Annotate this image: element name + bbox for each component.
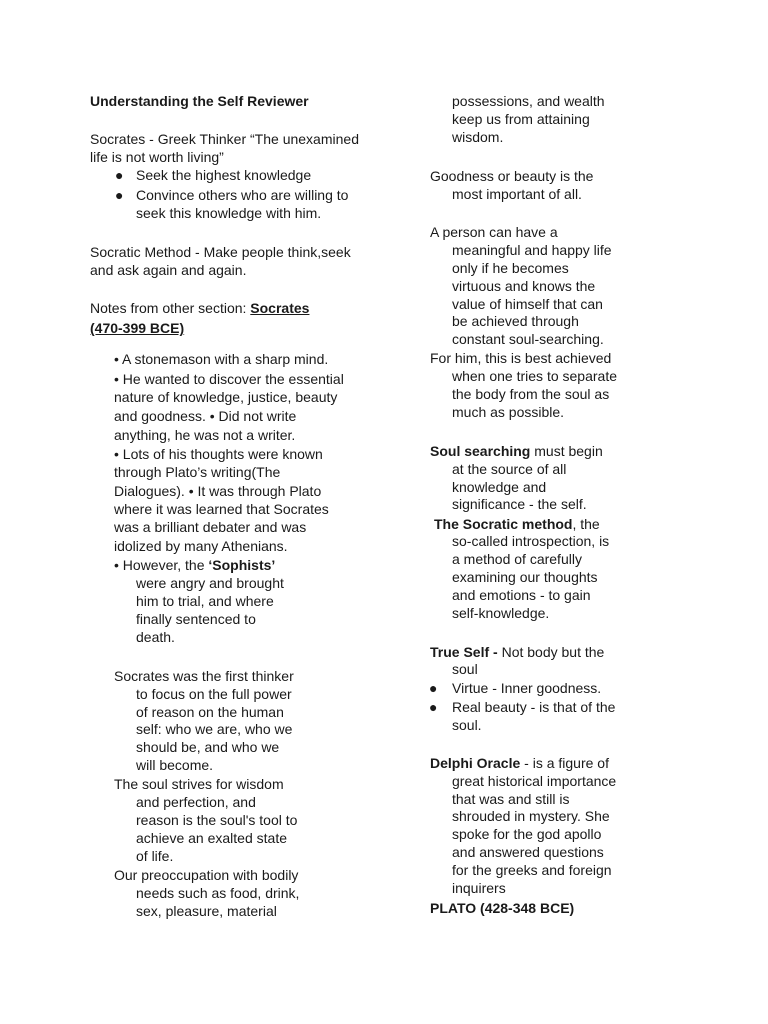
intro-bullet-cont: seek this knowledge with him.: [136, 205, 322, 221]
for-him-line: when one tries to separate: [452, 368, 617, 384]
soul-strives-line: and perfection, and: [136, 794, 256, 810]
delphi-cont: for the greeks and foreign: [452, 862, 612, 878]
soul-searching-term: Soul searching: [430, 443, 531, 459]
socratic-method-cont: examining our thoughts: [452, 569, 598, 585]
socratic-method-term: The Socratic method: [434, 516, 573, 532]
true-self-cont: soul: [452, 661, 478, 677]
for-him-line: the body from the soul as: [452, 386, 610, 402]
soul-searching-line: [430, 442, 603, 460]
notes-line: and goodness. • Did not write: [114, 408, 297, 424]
socratic-method-cont: so-called introspection, is: [452, 533, 610, 549]
however-cont: finally sentenced to: [136, 611, 256, 627]
true-self-bullet: Real beauty - is that of the: [452, 699, 616, 715]
delphi-cont: and answered questions: [452, 844, 604, 860]
soul-searching-cont: at the source of all: [452, 461, 567, 477]
socratic-method-line: Socratic Method - Make people think,seek: [90, 244, 351, 260]
first-thinker-line: should be, and who we: [136, 739, 280, 755]
socrates-intro-line: life is not worth living”: [90, 149, 224, 165]
notes-line: where it was learned that Socrates: [114, 501, 329, 517]
intro-bullet: Convince others who are willing to: [136, 187, 349, 203]
delphi-cont: great historical importance: [452, 773, 617, 789]
person-line: meaningful and happy life: [452, 242, 612, 258]
delphi-cont: inquirers: [452, 880, 506, 896]
delphi-cont: shrouded in mystery. She: [452, 808, 610, 824]
however-prefix: • However, the: [114, 557, 209, 573]
first-thinker-line: self: who we are, who we: [136, 721, 293, 737]
soul-searching-cont: knowledge and: [452, 479, 547, 495]
preoccupation-line: needs such as food, drink,: [136, 885, 300, 901]
notes-line: nature of knowledge, justice, beauty: [114, 389, 338, 405]
bullet-dot: ●: [115, 167, 124, 183]
bullet-dot: ●: [115, 187, 124, 203]
soul-strives-line: reason is the soul's tool to: [136, 812, 298, 828]
true-self-bullet: Virtue - Inner goodness.: [452, 680, 602, 696]
however-cont: death.: [136, 629, 175, 645]
delphi-cont: spoke for the god apollo: [452, 826, 602, 842]
goodness-line: most important of all.: [452, 186, 582, 202]
first-thinker-line: Socrates was the first thinker: [114, 668, 294, 684]
soul-strives-line: The soul strives for wisdom: [114, 776, 284, 792]
person-line: value of himself that can: [452, 296, 603, 312]
true-self-bullet-cont: soul.: [452, 717, 482, 733]
socratic-method-cont: self-knowledge.: [452, 605, 550, 621]
true-self-term: True Self -: [430, 644, 498, 660]
socratic-method-line: and ask again and again.: [90, 262, 247, 278]
bullet-dot: ●: [429, 699, 438, 715]
notes-prefix: Notes from other section:: [90, 300, 251, 316]
possessions-line: wisdom.: [452, 129, 504, 145]
socratic-method-rest: , the: [572, 516, 600, 532]
notes-line: • Lots of his thoughts were known: [114, 446, 323, 462]
however-cont: were angry and brought: [136, 575, 284, 591]
person-line: be achieved through: [452, 313, 579, 329]
person-line: only if he becomes: [452, 260, 569, 276]
bullet-dot: ●: [429, 680, 438, 696]
notes-dates: (470-399 BCE): [90, 320, 185, 336]
true-self-line: [430, 643, 604, 661]
soul-searching-rest: must begin: [530, 443, 603, 459]
plato-heading: PLATO (428-348 BCE): [430, 900, 575, 916]
preoccupation-line: sex, pleasure, material: [136, 903, 277, 919]
notes-heading: [90, 299, 309, 317]
soul-strives-line: of life.: [136, 848, 174, 864]
soul-searching-cont: significance - the self.: [452, 496, 587, 512]
however-cont: him to trial, and where: [136, 593, 274, 609]
document-title: Understanding the Self Reviewer: [90, 93, 309, 109]
possessions-line: possessions, and wealth: [452, 93, 605, 109]
for-him-line: much as possible.: [452, 404, 565, 420]
for-him-line: For him, this is best achieved: [430, 350, 612, 366]
notes-line: • He wanted to discover the essential: [114, 371, 344, 387]
intro-bullet: Seek the highest knowledge: [136, 167, 312, 183]
possessions-line: keep us from attaining: [452, 111, 590, 127]
notes-line: Dialogues). • It was through Plato: [114, 483, 322, 499]
preoccupation-line: Our preoccupation with bodily: [114, 867, 299, 883]
first-thinker-line: of reason on the human: [136, 704, 284, 720]
socratic-method-cont: a method of carefully: [452, 551, 582, 567]
true-self-rest: Not body but the: [497, 644, 605, 660]
first-thinker-line: will become.: [136, 757, 214, 773]
however-line: [114, 556, 275, 574]
person-line: virtuous and knows the: [452, 278, 596, 294]
notes-line: through Plato’s writing(The: [114, 464, 281, 480]
delphi-cont: that was and still is: [452, 791, 570, 807]
notes-line: anything, he was not a writer.: [114, 427, 296, 443]
notes-line: was a brilliant debater and was: [114, 519, 307, 535]
socratic-method-right-line: [434, 515, 600, 533]
notes-line: • A stonemason with a sharp mind.: [114, 351, 329, 367]
notes-line: idolized by many Athenians.: [114, 538, 288, 554]
notes-socrates: Socrates: [250, 300, 310, 316]
socratic-method-cont: and emotions - to gain: [452, 587, 591, 603]
person-line: constant soul-searching.: [452, 331, 604, 347]
soul-strives-line: achieve an exalted state: [136, 830, 287, 846]
goodness-line: Goodness or beauty is the: [430, 168, 594, 184]
person-line: A person can have a: [430, 224, 558, 240]
delphi-term: Delphi Oracle: [430, 755, 521, 771]
first-thinker-line: to focus on the full power: [136, 686, 292, 702]
sophists-term: ‘Sophists’: [208, 557, 276, 573]
socrates-intro-line: Socrates - Greek Thinker “The unexamined: [90, 131, 359, 147]
delphi-line: [430, 754, 609, 772]
delphi-rest: - is a figure of: [520, 755, 609, 771]
